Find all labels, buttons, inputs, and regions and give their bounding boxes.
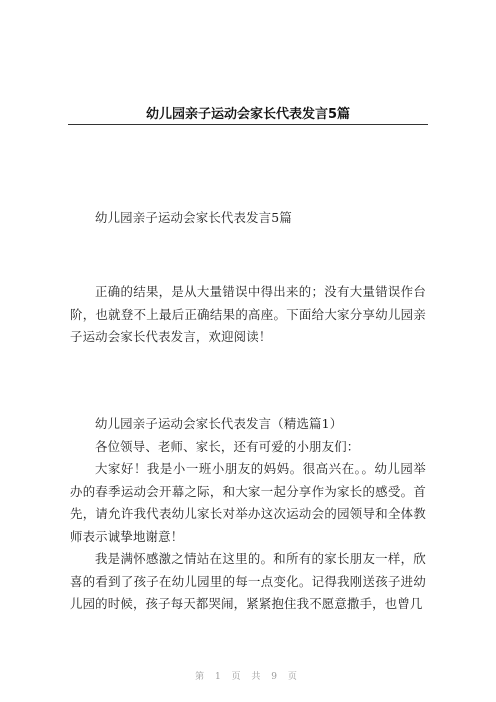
intro-paragraph: 正确的结果，是从大量错误中得出来的；没有大量错误作台阶，也就登不上最后正确结果的高座。下面给大家分享幼儿园亲子运动会家长代表发言，欢迎阅读！	[70, 284, 426, 344]
header-divider	[68, 124, 428, 125]
section-heading: 幼儿园亲子运动会家长代表发言（精选篇1）	[95, 416, 343, 431]
page-number-footer: 第 1 页 共 9 页	[195, 672, 301, 682]
document-header-title: 幼儿园亲子运动会家长代表发言5篇	[145, 107, 351, 122]
gratitude-paragraph: 我是满怀感激之情站在这里的。和所有的家长朋友一样，欣喜的看到了孩子在幼儿园里的每一点变化。记得我刚送孩子进幼儿园的时候，孩子每天都哭闹，紧紧抱住我不愿意撒手，也曾几	[70, 551, 426, 611]
salutation-paragraph: 各位领导、老师、家长，还有可爱的小朋友们：	[95, 439, 360, 454]
greeting-paragraph: 大家好！我是小一班小朋友的妈妈。很高兴在。。幼儿园举办的春季运动会开幕之际，和大家一起分享作为家长的感受。首先，请允许我代表幼儿家长对举办这次运动会的园领导和全体教师表示诚挚地谢意！	[70, 461, 426, 544]
body-heading: 幼儿园亲子运动会家长代表发言5篇	[95, 210, 292, 225]
